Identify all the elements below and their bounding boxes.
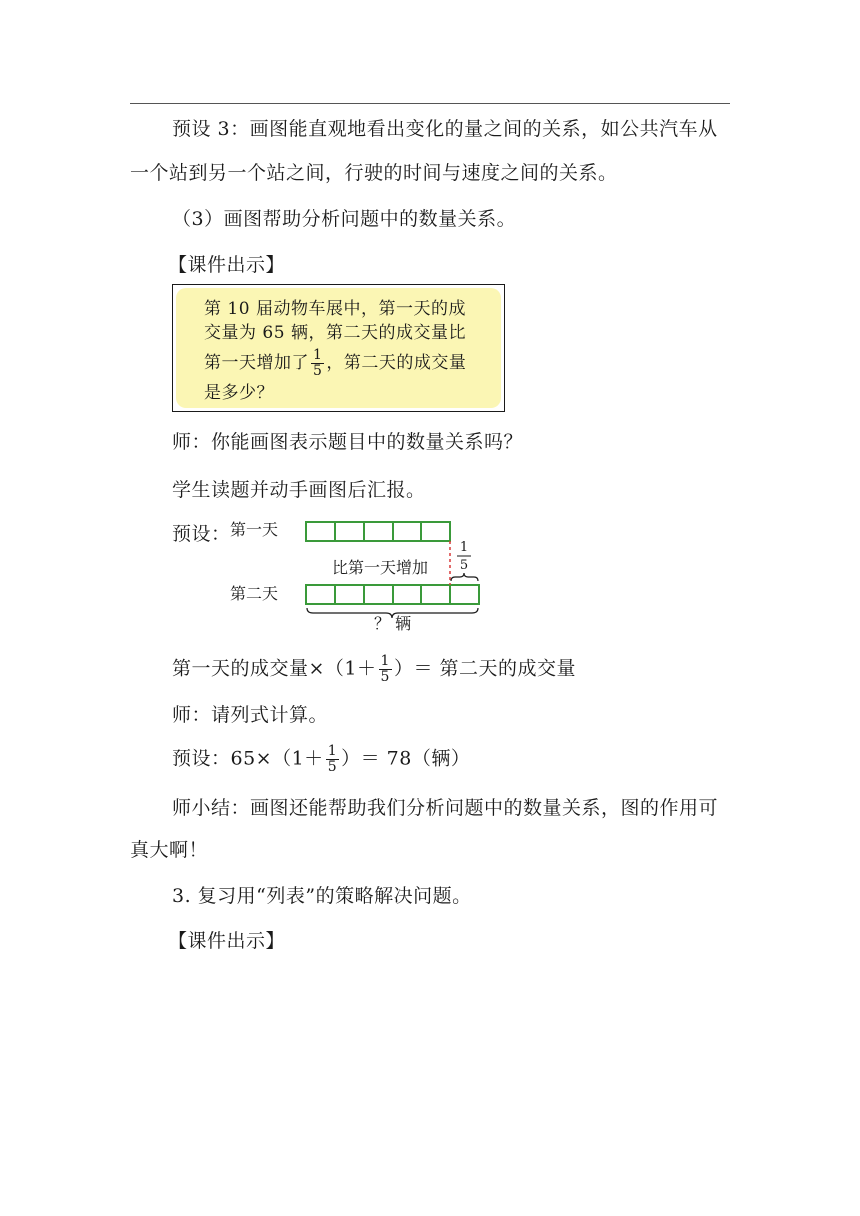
problem-line-3-left: 第一天增加了 [204,353,309,373]
diagram-fraction-denominator: 5 [459,558,469,573]
problem-box [172,284,505,412]
fraction-denominator: 5 [313,363,323,379]
fraction-denominator: 5 [380,669,390,685]
problem-line-3-right: ，第二天的成交量 [326,353,467,373]
increase-label: 比第一天增加 [332,558,429,577]
preset-label: 预设： [172,523,231,545]
day2-label: 第二天 [230,584,279,603]
header-rule [130,103,730,104]
fraction-denominator: 5 [327,759,338,775]
day1-bar [306,522,450,541]
paragraph-step-3: （3）画图帮助分析问题中的数量关系。 [172,208,517,230]
segment-diagram-svg [228,515,488,640]
courseware-heading: 【课件出示】 [168,254,286,276]
teacher-instruction: 师：请列式计算。 [172,704,329,726]
fraction-numerator: 1 [327,743,338,759]
equation-calculation-left: 预设：65×（1＋ [172,747,324,770]
student-action: 学生读题并动手画图后汇报。 [172,479,426,501]
segment-diagram [228,515,488,640]
teacher-summary: 师小结：画图还能帮助我们分析问题中的数量关系，图的作用可 [172,797,719,819]
paragraph-preset-3: 预设 3：画图能直观地看出变化的量之间的关系，如公共汽车从 [172,118,718,140]
total-brace [307,608,478,618]
equation-calculation-right: ）＝ 78（辆） [341,747,471,770]
equation-relation [172,654,576,685]
fraction-one-fifth [311,348,324,379]
teacher-summary-cont: 真大啊！ [130,839,209,861]
paragraph-preset-3-cont: 一个站到另一个站之间，行驶的时间与速度之间的关系。 [130,162,618,184]
section-3-heading: 3. 复习用“列表”的策略解决问题。 [172,885,472,907]
courseware-heading-2: 【课件出示】 [168,930,286,952]
increase-brace [451,573,478,581]
equation-calculation [172,744,470,775]
problem-box-background [176,288,501,408]
total-label: ？ 辆 [374,614,412,633]
problem-line-4: 是多少？ [204,383,274,403]
problem-line-1: 第 10 届动物车展中，第一天的成 [204,299,466,319]
day1-label: 第一天 [230,520,279,539]
fraction-one-fifth [326,744,339,775]
fraction-one-fifth [379,654,392,685]
diagram-fraction-numerator: 1 [459,540,469,555]
problem-line-3 [204,348,466,379]
equation-relation-right: ）＝ 第二天的成交量 [393,657,576,680]
fraction-numerator: 1 [313,347,323,363]
fraction-numerator: 1 [380,653,390,669]
teacher-question: 师：你能画图表示题目中的数量关系吗？ [172,431,524,453]
equation-relation-left: 第一天的成交量×（1＋ [172,657,377,680]
problem-line-2: 交量为 65 辆，第二天的成交量比 [204,323,466,343]
